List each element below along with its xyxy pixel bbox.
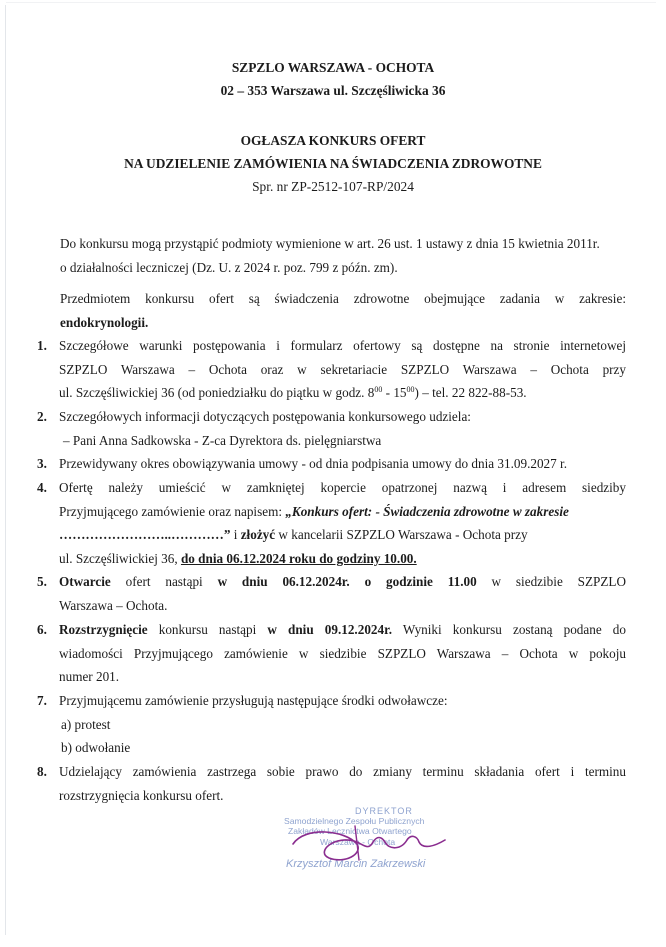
office-hours-line: ul. Szczęśliwickiej 36 (od poniedziałku do piątku w godz. $8^{00} - 15^{00}$) – tel. 22 822-88-53. (59, 385, 527, 400)
submission-deadline: do dnia 06.12.2024 roku do godziny 10.00. (180, 550, 417, 566)
resolution-date: w dniu 09.12.2024r. (267, 622, 393, 637)
institution-address: 02 – 353 Warszawa ul. Szczęśliwicka 36 (220, 83, 446, 98)
item-number: 8. (37, 764, 47, 779)
document-page: SZPZLO WARSZAWA - OCHOTA 02 – 353 Warszawa ul. Szczęśliwicka 36 OGŁASZA KONKURS OFERT NA UDZIELENIE ZAMÓWIENIA NA ŚWIADCZENIA ZDROWOTNE Spr. nr ZP-2512-107-RP/2024 Do konkursu mogą przystąpić podmioty wymienione w art. 26 ust. 1 ustawy z dnia 15 kwietnia 2011r. o działalności leczniczej (Dz. U. z 2024 r. poz. 799 z późn. zm). Przedmiotem konkursu ofert są świadczenia zdrowotne obejmujące zadania w zakresie: endokrynologii. 1. Szczegółowe warunki postępowania i formularz ofertowy są dostępne na stronie internetowej SZPZLO Warszawa – Ochota oraz w sekretariacie SZPZLO Warszawa – Ochota przy ul. Szczęśliwickiej 36 (od poniedziałku do piątku w godz. $8^{00} - 15^{00}$) – tel. 22 822-88-53. 2. Szczegółowych informacji dotyczących postępowania konkursowego udziela: – Pani Anna Sadkowska - Z-ca Dyrektora ds. pielęgniarstwa 3. Przewidywany okres obowiązywania umowy - od dnia podpisania umowy do dnia 31.09.2027 r. 4. Ofertę należy umieścić w zamkniętej kopercie opatrzonej nazwą i adresem siedziby Przyjmującego zamówienie oraz napisem: „Konkurs ofert: - Świadczenia zdrowotne w zakresie ……………………..…………” i złożyć w kancelarii SZPZLO Warszawa - Ochota przy ul. Szczęśliwickiej 36, do dnia 06.12.2024 roku do godziny 10.00. 5. Otwarcie ofert nastąpi w dniu 06.12.2024r. o godzinie 11.00 w siedzibie SZPZLO Warszawa – Ochota. 6. Rozstrzygnięcie konkursu nastąpi w dniu 09.12.2024r. Wyniki konkursu zostaną podane do wiadomości Przyjmującego zamówienie w siedzibie SZPZLO Warszawa – Ochota w pokoju numer 201. 7. Przyjmującemu zamówienie przysługują następujące środki odwoławcze: a) protest b) odwołanie 8. Udzielający zamówienia zastrzega sobie prawo do zmiany terminu składania ofert i terminu rozstrzygnięcia konkursu ofert. DYREKTOR Samodzielnego Zespołu Publicznych Zakładów Lecznictwa Otwartego Warszawa - Ochota Krzysztof Marcin Zakrzewski (0, 0, 666, 947)
sub-item-b: b) odwołanie (61, 740, 131, 755)
item-number: 5. (37, 574, 47, 589)
case-number: Spr. nr ZP-2512-107-RP/2024 (252, 179, 414, 194)
opening-date: w dniu 06.12.2024r. o godzinie 11.00 (217, 574, 477, 589)
director-name: Krzysztof Marcin Zakrzewski (286, 858, 426, 870)
envelope-label: „Konkurs ofert: - Świadczenia zdrowotne w zakresie (285, 503, 569, 519)
scope-paragraph (60, 287, 626, 334)
signature-icon (285, 820, 455, 870)
item-number: 6. (37, 622, 47, 637)
intro-paragraph (60, 232, 626, 279)
director-stamp: DYREKTOR Samodzielnego Zespołu Publicznych Zakładów Lecznictwa Otwartego Warszawa - Ochota Krzysztof Marcin Zakrzewski (284, 806, 426, 870)
sub-item-a: a) protest (61, 716, 111, 732)
intro-line-2: o działalności leczniczej (Dz. U. z 2024 r. poz. 799 z późn. zm). (60, 259, 398, 275)
item-number: 2. (37, 409, 47, 424)
item-number: 7. (37, 693, 47, 708)
announcement-title: OGŁASZA KONKURS OFERT (240, 133, 426, 148)
page-edge-top (6, 2, 656, 3)
announcement-subject: NA UDZIELENIE ZAMÓWIENIA NA ŚWIADCZENIA ZDROWOTNE (124, 156, 542, 171)
item-number: 3. (37, 456, 47, 471)
institution-name: SZPZLO WARSZAWA - OCHOTA (231, 60, 435, 75)
scope-line-1: Przedmiotem konkursu ofert są świadczenia zdrowotne obejmujące zadania w zakresie: (60, 291, 626, 306)
item-number: 1. (37, 338, 47, 353)
scope-specialty: endokrynologii. (60, 314, 149, 330)
contact-person: – Pani Anna Sadkowska - Z-ca Dyrektora ds. pielęgniarstwa (63, 432, 382, 448)
item-number: 4. (37, 480, 47, 495)
intro-line-1: Do konkursu mogą przystąpić podmioty wymienione w art. 26 ust. 1 ustawy z dnia 15 kwietnia 2011r. (60, 236, 600, 251)
